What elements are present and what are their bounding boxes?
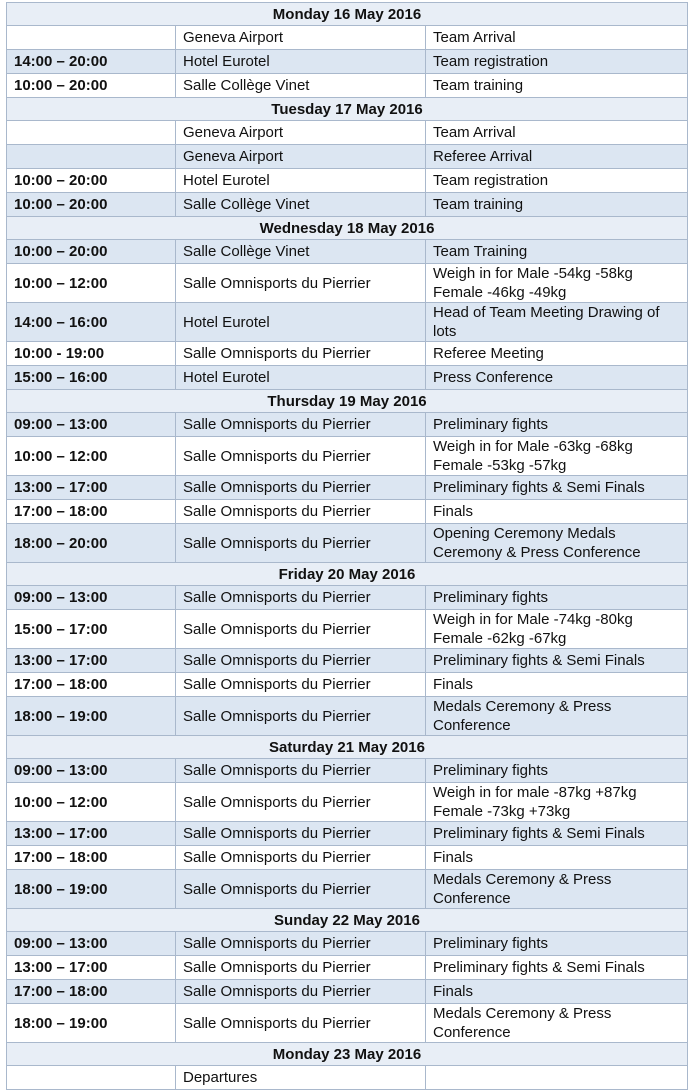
table-row — [7, 437, 688, 476]
table-row — [7, 240, 688, 264]
place-cell: Salle Omnisports du Pierrier — [176, 649, 426, 673]
place-cell: Salle Omnisports du Pierrier — [176, 822, 426, 846]
table-row — [7, 121, 688, 145]
event-cell: Finals — [426, 846, 688, 870]
time-cell: 10:00 – 20:00 — [7, 240, 176, 264]
table-row — [7, 169, 688, 193]
place-cell: Hotel Eurotel — [176, 366, 426, 390]
day-title: Friday 20 May 2016 — [7, 563, 688, 586]
event-cell: Referee Arrival — [426, 145, 688, 169]
place-cell: Salle Omnisports du Pierrier — [176, 673, 426, 697]
table-row — [7, 476, 688, 500]
place-cell: Salle Omnisports du Pierrier — [176, 342, 426, 366]
time-cell: 09:00 – 13:00 — [7, 586, 176, 610]
table-row — [7, 783, 688, 822]
place-cell: Salle Omnisports du Pierrier — [176, 870, 426, 909]
table-row — [7, 846, 688, 870]
table-row — [7, 1004, 688, 1043]
day-title: Wednesday 18 May 2016 — [7, 217, 688, 240]
place-cell: Geneva Airport — [176, 26, 426, 50]
place-cell: Salle Omnisports du Pierrier — [176, 413, 426, 437]
place-cell: Hotel Eurotel — [176, 169, 426, 193]
place-cell: Salle Omnisports du Pierrier — [176, 524, 426, 563]
time-cell — [7, 1066, 176, 1090]
event-cell: Weigh in for male -87kg +87kg Female -73kg +73kg — [426, 783, 688, 822]
table-row — [7, 759, 688, 783]
event-cell: Opening Ceremony Medals Ceremony & Press Conference — [426, 524, 688, 563]
time-cell: 10:00 – 12:00 — [7, 437, 176, 476]
place-cell: Salle Omnisports du Pierrier — [176, 500, 426, 524]
time-cell: 18:00 – 19:00 — [7, 697, 176, 736]
event-cell: Team Training — [426, 240, 688, 264]
time-cell — [7, 26, 176, 50]
place-cell: Salle Omnisports du Pierrier — [176, 932, 426, 956]
event-cell: Team Arrival — [426, 121, 688, 145]
time-cell: 18:00 – 19:00 — [7, 1004, 176, 1043]
event-cell: Preliminary fights & Semi Finals — [426, 476, 688, 500]
day-title: Sunday 22 May 2016 — [7, 909, 688, 932]
day-title: Thursday 19 May 2016 — [7, 390, 688, 413]
time-cell: 10:00 – 12:00 — [7, 264, 176, 303]
time-cell: 15:00 – 16:00 — [7, 366, 176, 390]
event-cell: Preliminary fights & Semi Finals — [426, 649, 688, 673]
table-row — [7, 673, 688, 697]
place-cell: Salle Omnisports du Pierrier — [176, 586, 426, 610]
table-row — [7, 342, 688, 366]
place-cell: Hotel Eurotel — [176, 303, 426, 342]
place-cell: Salle Collège Vinet — [176, 240, 426, 264]
time-cell: 18:00 – 20:00 — [7, 524, 176, 563]
place-cell: Departures — [176, 1066, 426, 1090]
table-row — [7, 500, 688, 524]
time-cell: 14:00 – 20:00 — [7, 50, 176, 74]
day-header-row — [7, 909, 688, 932]
event-cell: Weigh in for Male -74kg -80kg Female -62kg -67kg — [426, 610, 688, 649]
event-cell: Team Arrival — [426, 26, 688, 50]
time-cell: 10:00 – 20:00 — [7, 193, 176, 217]
table-row — [7, 264, 688, 303]
event-cell: Finals — [426, 980, 688, 1004]
event-cell: Referee Meeting — [426, 342, 688, 366]
table-row — [7, 956, 688, 980]
event-cell: Team registration — [426, 169, 688, 193]
day-header-row — [7, 98, 688, 121]
place-cell: Hotel Eurotel — [176, 50, 426, 74]
schedule-table — [6, 2, 688, 1090]
table-row — [7, 145, 688, 169]
place-cell: Salle Omnisports du Pierrier — [176, 956, 426, 980]
event-cell: Team training — [426, 193, 688, 217]
table-row — [7, 413, 688, 437]
event-cell: Preliminary fights — [426, 932, 688, 956]
place-cell: Geneva Airport — [176, 145, 426, 169]
table-row — [7, 822, 688, 846]
table-row — [7, 303, 688, 342]
table-row — [7, 74, 688, 98]
place-cell: Salle Omnisports du Pierrier — [176, 437, 426, 476]
time-cell: 17:00 – 18:00 — [7, 500, 176, 524]
event-cell: Preliminary fights — [426, 413, 688, 437]
event-cell: Weigh in for Male -63kg -68kg Female -53kg -57kg — [426, 437, 688, 476]
event-cell: Head of Team Meeting Drawing of lots — [426, 303, 688, 342]
event-cell: Press Conference — [426, 366, 688, 390]
place-cell: Salle Omnisports du Pierrier — [176, 697, 426, 736]
table-row — [7, 50, 688, 74]
time-cell: 09:00 – 13:00 — [7, 413, 176, 437]
time-cell: 13:00 – 17:00 — [7, 822, 176, 846]
table-row — [7, 524, 688, 563]
event-cell: Team training — [426, 74, 688, 98]
place-cell: Salle Omnisports du Pierrier — [176, 476, 426, 500]
time-cell: 15:00 – 17:00 — [7, 610, 176, 649]
table-row — [7, 586, 688, 610]
day-header-row — [7, 390, 688, 413]
table-row — [7, 193, 688, 217]
day-title: Monday 23 May 2016 — [7, 1043, 688, 1066]
place-cell: Salle Omnisports du Pierrier — [176, 980, 426, 1004]
place-cell: Salle Omnisports du Pierrier — [176, 846, 426, 870]
table-row — [7, 932, 688, 956]
place-cell: Salle Omnisports du Pierrier — [176, 759, 426, 783]
event-cell — [426, 1066, 688, 1090]
event-cell: Medals Ceremony & Press Conference — [426, 697, 688, 736]
table-row — [7, 26, 688, 50]
place-cell: Salle Collège Vinet — [176, 74, 426, 98]
event-cell: Preliminary fights & Semi Finals — [426, 822, 688, 846]
place-cell: Salle Collège Vinet — [176, 193, 426, 217]
day-header-row — [7, 736, 688, 759]
day-header-row — [7, 217, 688, 240]
event-cell: Preliminary fights & Semi Finals — [426, 956, 688, 980]
event-cell: Finals — [426, 673, 688, 697]
time-cell: 17:00 – 18:00 — [7, 846, 176, 870]
day-title: Monday 16 May 2016 — [7, 3, 688, 26]
table-row — [7, 870, 688, 909]
time-cell: 09:00 – 13:00 — [7, 932, 176, 956]
day-title: Tuesday 17 May 2016 — [7, 98, 688, 121]
time-cell — [7, 121, 176, 145]
time-cell: 17:00 – 18:00 — [7, 673, 176, 697]
time-cell: 18:00 – 19:00 — [7, 870, 176, 909]
time-cell — [7, 145, 176, 169]
table-row — [7, 697, 688, 736]
event-cell: Medals Ceremony & Press Conference — [426, 1004, 688, 1043]
event-cell: Weigh in for Male -54kg -58kg Female -46kg -49kg — [426, 264, 688, 303]
day-header-row — [7, 1043, 688, 1066]
event-cell: Medals Ceremony & Press Conference — [426, 870, 688, 909]
table-row — [7, 366, 688, 390]
time-cell: 13:00 – 17:00 — [7, 476, 176, 500]
time-cell: 13:00 – 17:00 — [7, 956, 176, 980]
table-row — [7, 1066, 688, 1090]
time-cell: 17:00 – 18:00 — [7, 980, 176, 1004]
place-cell: Geneva Airport — [176, 121, 426, 145]
time-cell: 09:00 – 13:00 — [7, 759, 176, 783]
place-cell: Salle Omnisports du Pierrier — [176, 610, 426, 649]
event-cell: Preliminary fights — [426, 586, 688, 610]
event-cell: Finals — [426, 500, 688, 524]
time-cell: 10:00 – 12:00 — [7, 783, 176, 822]
place-cell: Salle Omnisports du Pierrier — [176, 264, 426, 303]
event-cell: Team registration — [426, 50, 688, 74]
day-header-row — [7, 563, 688, 586]
place-cell: Salle Omnisports du Pierrier — [176, 783, 426, 822]
event-cell: Preliminary fights — [426, 759, 688, 783]
time-cell: 10:00 - 19:00 — [7, 342, 176, 366]
table-row — [7, 610, 688, 649]
day-title: Saturday 21 May 2016 — [7, 736, 688, 759]
time-cell: 10:00 – 20:00 — [7, 74, 176, 98]
table-row — [7, 980, 688, 1004]
time-cell: 13:00 – 17:00 — [7, 649, 176, 673]
day-header-row — [7, 3, 688, 26]
time-cell: 14:00 – 16:00 — [7, 303, 176, 342]
time-cell: 10:00 – 20:00 — [7, 169, 176, 193]
table-row — [7, 649, 688, 673]
place-cell: Salle Omnisports du Pierrier — [176, 1004, 426, 1043]
